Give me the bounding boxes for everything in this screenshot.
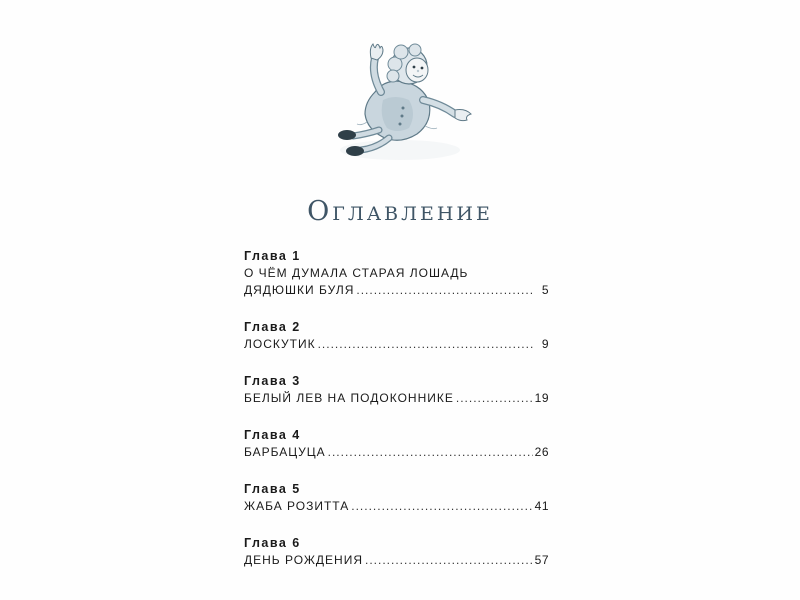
chapter-title-line (244, 336, 549, 353)
page-number: 57 (534, 553, 549, 567)
dot-leader (328, 444, 533, 461)
chapter-heading: Глава 4 (244, 428, 301, 442)
chapter-title: О ЧЁМ ДУМАЛА СТАРАЯ ЛОШАДЬ (244, 266, 469, 280)
chapter-heading: Глава 3 (244, 374, 301, 388)
page-number: 26 (534, 445, 549, 459)
dot-leader (456, 390, 533, 407)
chapter-title: ЛОСКУТИК (244, 337, 316, 351)
chapter-title-line (244, 390, 549, 407)
toc-entry[interactable] (244, 248, 549, 299)
page-number: 9 (541, 337, 549, 351)
chapter-heading: Глава 1 (244, 249, 301, 263)
chapter-title: ЖАБА РОЗИТТА (244, 499, 350, 513)
toc-entry[interactable] (244, 319, 549, 353)
dot-leader (365, 552, 533, 569)
chapter-title-line (244, 444, 549, 461)
chapter-title-line (244, 498, 549, 515)
chapter-title: БАРБАЦУЦА (244, 445, 326, 459)
flying-doll-illustration (305, 30, 490, 165)
page-number: 5 (541, 283, 549, 297)
toc-entry[interactable] (244, 373, 549, 407)
dot-leader (351, 498, 532, 515)
chapter-heading: Глава 6 (244, 536, 301, 550)
chapter-title: БЕЛЫЙ ЛЕВ НА ПОДОКОННИКЕ (244, 391, 454, 405)
chapter-title-line (244, 552, 549, 569)
dot-leader (356, 282, 535, 299)
toc-entry[interactable] (244, 535, 549, 569)
chapter-title: ДЯДЮШКИ БУЛЯ (244, 283, 355, 297)
dot-leader (318, 336, 535, 353)
chapter-title-line (244, 282, 549, 299)
chapter-title-line (244, 265, 549, 282)
toc-entry[interactable] (244, 481, 549, 515)
page-number: 19 (534, 391, 549, 405)
toc-entry[interactable] (244, 427, 549, 461)
chapter-heading: Глава 2 (244, 320, 301, 334)
page-number: 41 (534, 499, 549, 513)
chapter-title: ДЕНЬ РОЖДЕНИЯ (244, 553, 363, 567)
table-of-contents (244, 248, 549, 589)
toc-title: Оглавление (307, 196, 493, 227)
chapter-heading: Глава 5 (244, 482, 301, 496)
